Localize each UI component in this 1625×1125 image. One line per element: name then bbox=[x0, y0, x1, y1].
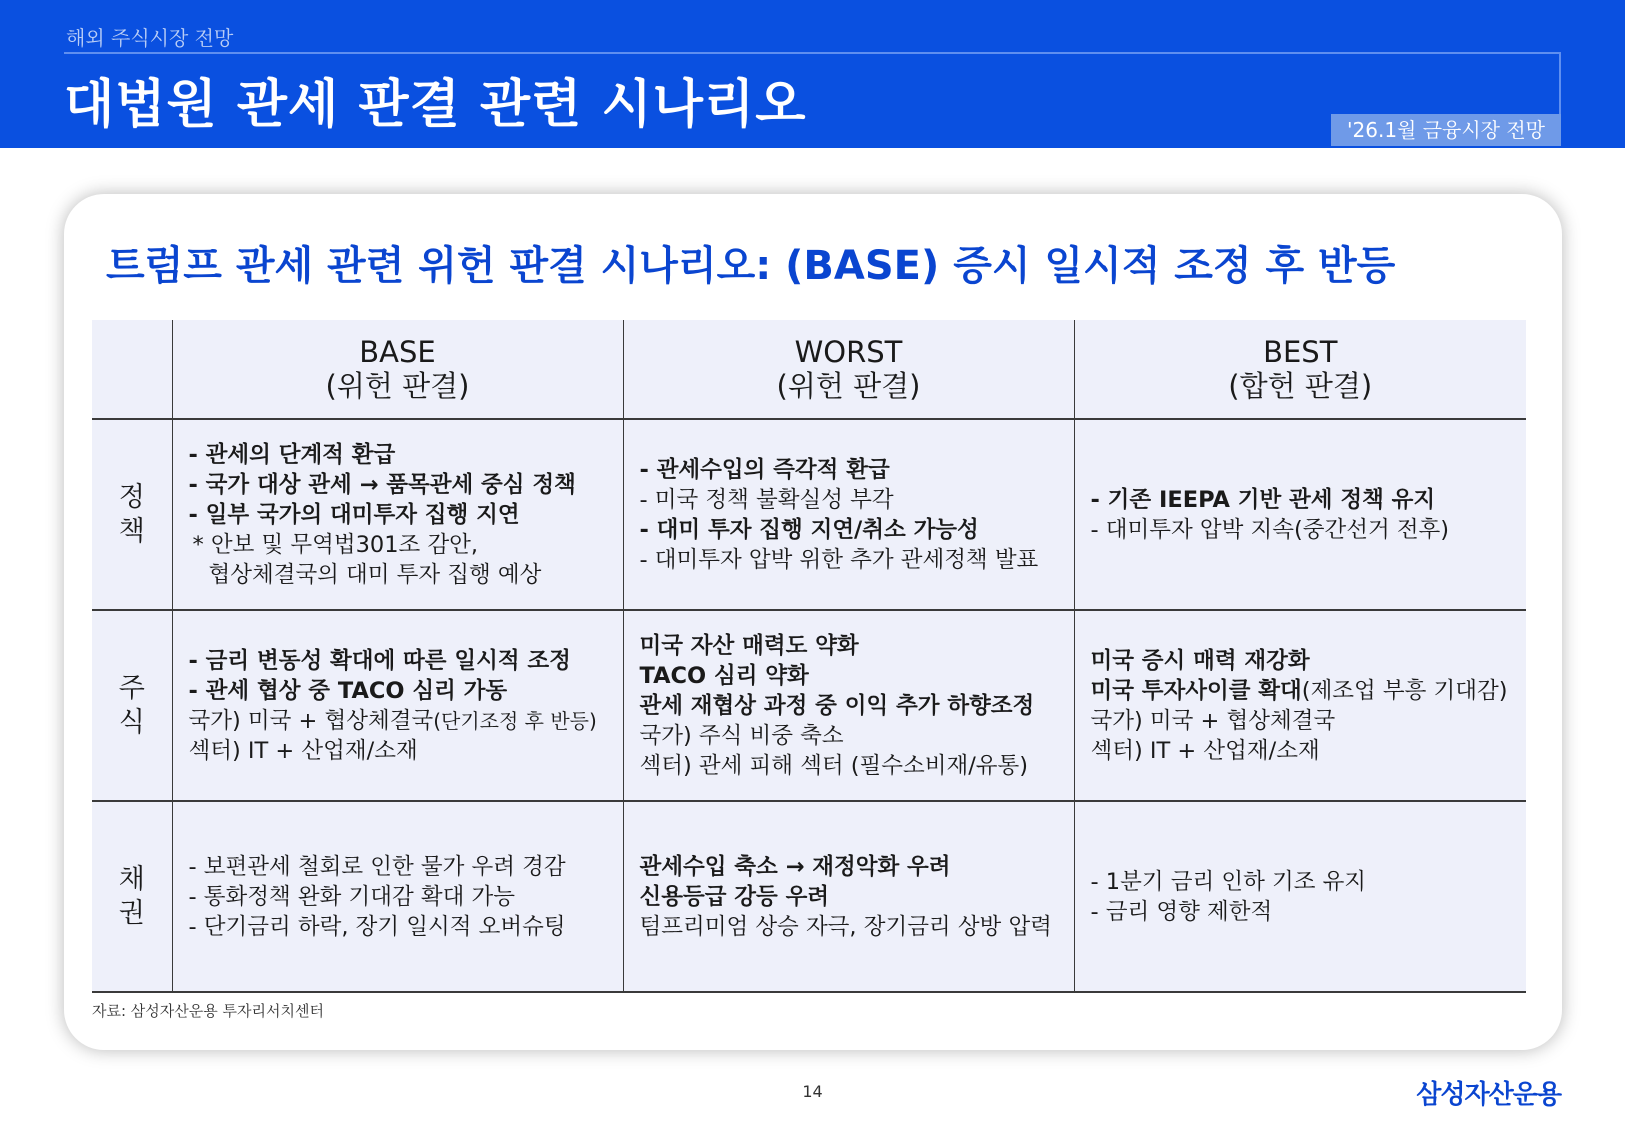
column-header-name: BEST bbox=[1263, 335, 1338, 369]
cell-line: - 관세의 단계적 환급 bbox=[188, 441, 396, 468]
column-header-name: BASE bbox=[359, 335, 436, 369]
cell-line: - 1분기 금리 인하 기조 유지 bbox=[1090, 868, 1367, 895]
cell-equity-worst bbox=[623, 610, 1074, 801]
column-header-sub: (합헌 판결) bbox=[1228, 369, 1373, 403]
column-header-sub: (위헌 판결) bbox=[325, 369, 470, 403]
table-row-equity bbox=[92, 610, 1526, 801]
row-label-char: 책 bbox=[118, 515, 145, 547]
column-header-name: WORST bbox=[794, 335, 903, 369]
card-title: 트럼프 관세 관련 위헌 판결 시나리오: (BASE) 증시 일시적 조정 후 반등 bbox=[106, 243, 1396, 289]
cell-line: - 대미 투자 집행 지연/취소 가능성 bbox=[639, 516, 979, 543]
cell-line: 신용등급 강등 우려 bbox=[639, 883, 830, 910]
page-number: 14 bbox=[802, 1082, 823, 1101]
cell-text: 국가) 미국 + 협상체결국 bbox=[188, 707, 434, 734]
section-label: 해외 주식시장 전망 bbox=[66, 26, 234, 50]
cell-line: - 기존 IEEPA 기반 관세 정책 유지 bbox=[1090, 486, 1436, 513]
cell-line: 관세 재협상 과정 중 이익 추가 하향조정 bbox=[639, 692, 1035, 719]
cell-text-small: (단기조정 후 반등) bbox=[433, 708, 597, 733]
cell-line: - 관세 협상 중 TACO 심리 가동 bbox=[188, 677, 508, 704]
table-row-bond bbox=[92, 801, 1526, 992]
cell-line: TACO 심리 약화 bbox=[639, 662, 809, 689]
cell-line: 미국 증시 매력 재강화 bbox=[1090, 647, 1310, 674]
cell-line: - 국가 대상 관세 → 품목관세 중심 정책 bbox=[188, 471, 576, 498]
cell-line: * 안보 및 무역법301조 감안, bbox=[192, 531, 479, 558]
cell-line: 미국 자산 매력도 약화 bbox=[639, 632, 859, 659]
cell-line: - 미국 정책 불확실성 부각 bbox=[639, 486, 894, 513]
cell-policy-best bbox=[1074, 419, 1526, 610]
row-label-equity bbox=[92, 610, 172, 801]
company-logo: 삼성자산운용 bbox=[1416, 1080, 1561, 1110]
corner-cell bbox=[92, 320, 172, 419]
cell-policy-worst bbox=[623, 419, 1074, 610]
cell-line: 섹터) 관세 피해 섹터 (필수소비재/유통) bbox=[639, 752, 1029, 779]
row-label-char: 정 bbox=[118, 481, 145, 513]
row-label-char: 식 bbox=[118, 706, 145, 738]
cell-bond-best bbox=[1074, 801, 1526, 992]
cell-line bbox=[189, 706, 607, 736]
column-header-base bbox=[172, 320, 623, 419]
cell-equity-base bbox=[172, 610, 623, 801]
cell-line: - 일부 국가의 대미투자 집행 지연 bbox=[188, 501, 520, 528]
cell-policy-base bbox=[172, 419, 623, 610]
cell-text: (제조업 부흥 기대감) bbox=[1301, 677, 1508, 704]
cell-line: 텀프리미엄 상승 자극, 장기금리 상방 압력 bbox=[639, 913, 1052, 940]
page-title: 대법원 관세 판결 관련 시나리오 bbox=[64, 75, 807, 135]
cell-line: 섹터) IT + 산업재/소재 bbox=[1090, 737, 1320, 764]
cell-line: 국가) 주식 비중 축소 bbox=[639, 722, 844, 749]
cell-line: - 금리 변동성 확대에 따른 일시적 조정 bbox=[188, 647, 571, 674]
cell-line: 관세수입 축소 → 재정악화 우려 bbox=[639, 853, 951, 880]
cell-text: 미국 투자사이클 확대 bbox=[1090, 677, 1302, 704]
cell-line bbox=[1091, 676, 1511, 706]
cell-line: - 금리 영향 제한적 bbox=[1090, 898, 1273, 925]
row-label-char: 채 bbox=[118, 863, 145, 895]
table-row-policy bbox=[92, 419, 1526, 610]
cell-line: 국가) 미국 + 협상체결국 bbox=[1090, 707, 1336, 734]
column-header-sub: (위헌 판결) bbox=[776, 369, 921, 403]
cell-line: 협상체결국의 대미 투자 집행 예상 bbox=[208, 561, 542, 588]
scenario-card bbox=[64, 194, 1562, 1050]
cell-bond-base bbox=[172, 801, 623, 992]
cell-line: - 보편관세 철회로 인한 물가 우려 경감 bbox=[188, 853, 566, 880]
report-tag: '26.1월 금융시장 전망 bbox=[1331, 114, 1561, 146]
cell-bond-worst bbox=[623, 801, 1074, 992]
source-note: 자료: 삼성자산운용 투자리서치센터 bbox=[92, 1002, 324, 1020]
cell-line: - 대미투자 압박 지속(중간선거 전후) bbox=[1090, 516, 1450, 543]
column-header-worst bbox=[623, 320, 1074, 419]
cell-line: - 통화정책 완화 기대감 확대 가능 bbox=[188, 883, 515, 910]
cell-line: - 단기금리 하락, 장기 일시적 오버슈팅 bbox=[188, 913, 566, 940]
cell-line: - 대미투자 압박 위한 추가 관세정책 발표 bbox=[639, 546, 1039, 573]
column-header-best bbox=[1074, 320, 1526, 419]
cell-line: - 관세수입의 즉각적 환급 bbox=[639, 456, 890, 483]
row-label-policy bbox=[92, 419, 172, 610]
row-label-char: 권 bbox=[118, 897, 145, 929]
row-label-char: 주 bbox=[118, 672, 145, 704]
cell-line: 섹터) IT + 산업재/소재 bbox=[188, 737, 418, 764]
cell-equity-best bbox=[1074, 610, 1526, 801]
scenario-table bbox=[92, 320, 1526, 993]
row-label-bond bbox=[92, 801, 172, 992]
table-header-row bbox=[92, 320, 1526, 419]
